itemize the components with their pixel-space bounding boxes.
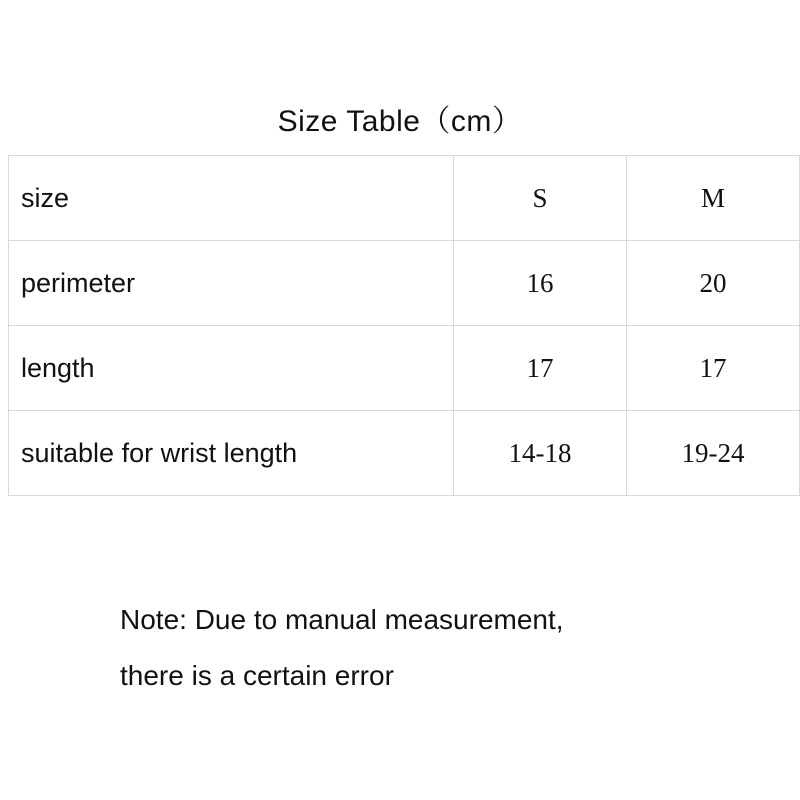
table-header-m: M — [627, 156, 800, 241]
cell-perimeter-s: 16 — [454, 241, 627, 326]
size-table — [8, 155, 800, 496]
cell-wrist-s: 14-18 — [454, 411, 627, 496]
table-row — [9, 156, 800, 241]
table-header-size: size — [9, 156, 454, 241]
page-title: Size Table（cm） — [277, 105, 523, 138]
note-line-2: there is a certain error — [120, 660, 394, 691]
cell-perimeter-m: 20 — [627, 241, 800, 326]
size-table-container — [8, 155, 798, 496]
row-label-wrist: suitable for wrist length — [9, 411, 454, 496]
row-label-perimeter: perimeter — [9, 241, 454, 326]
note-line-1: Note: Due to manual measurement, — [120, 604, 564, 635]
table-row — [9, 241, 800, 326]
table-row — [9, 326, 800, 411]
table-row — [9, 411, 800, 496]
cell-length-s: 17 — [454, 326, 627, 411]
measurement-note — [120, 592, 740, 704]
table-header-s: S — [454, 156, 627, 241]
cell-length-m: 17 — [627, 326, 800, 411]
row-label-length: length — [9, 326, 454, 411]
cell-wrist-m: 19-24 — [627, 411, 800, 496]
